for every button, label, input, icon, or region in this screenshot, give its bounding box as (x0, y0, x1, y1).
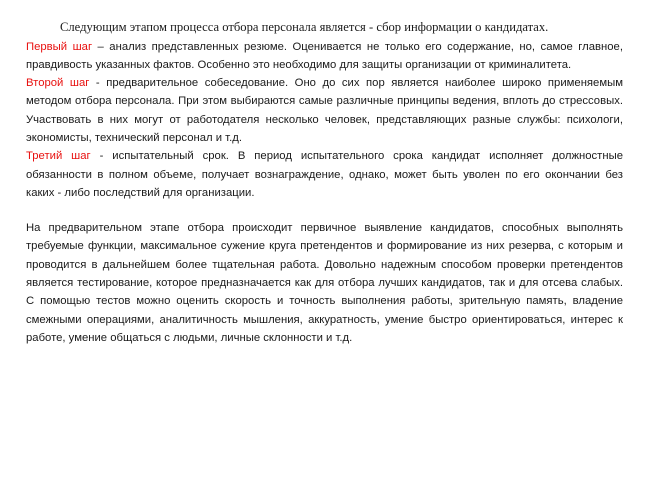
text-run: Следующим этапом процесса отбора персонала является - сбор информации о кандидатах. (60, 20, 549, 34)
text-run: На предварительном этапе отбора происходит первичное выявление кандидатов, способных выполнять требуемые функции, максимальное сужение круга претендентов и формирование из них резерва, с которым и проводится в дальнейшем более тщательная работа. Довольно надежным способом проверки претендентов является тестирование, которое предназначается как для отбора лучших кандидатов, так и для отсева слабых. С помощью тестов можно оценить скорость и точность выполнения работы, зрительную память, владение смежными операциями, аналитичность мышления, аккуратность, умение быстро ориентироваться, интерес к работе, умение общаться с людьми, личные склонности и т.д. (26, 222, 623, 344)
paragraph-preliminary-stage (26, 219, 623, 347)
step-two-label: Второй шаг (26, 77, 90, 90)
step-one-label: Первый шаг (26, 40, 93, 53)
steps-block (26, 38, 623, 203)
step-three-label: Третий шаг (26, 150, 91, 163)
paragraph-intro (26, 18, 623, 38)
paragraph-spacer (26, 202, 623, 219)
paragraph-step-two (26, 74, 623, 147)
text-run: – анализ представленных резюме. Оценивается не только его содержание, но, самое главное, правдивость указанных фактов. Особенно это необходимо для защиты организации от криминалитета. (26, 40, 623, 71)
paragraph-step-three (26, 147, 623, 202)
text-run: - испытательный срок. В период испытательного срока кандидат исполняет должностные обязанности в полном объеме, получает вознаграждение, однако, может быть уволен по его окончании без каких - либо последствий для организации. (26, 150, 623, 199)
text-run: - предварительное собеседование. Оно до сих пор является наиболее широко применяемым методом отбора персонала. При этом выбираются самые различные принципы ведения, вплоть до стрессовых. Участвовать в них могут от работодателя несколько человек, представляющих разные службы: психологи, экономисты, технический персонал и т.д. (26, 77, 623, 144)
paragraph-step-one (26, 38, 623, 75)
